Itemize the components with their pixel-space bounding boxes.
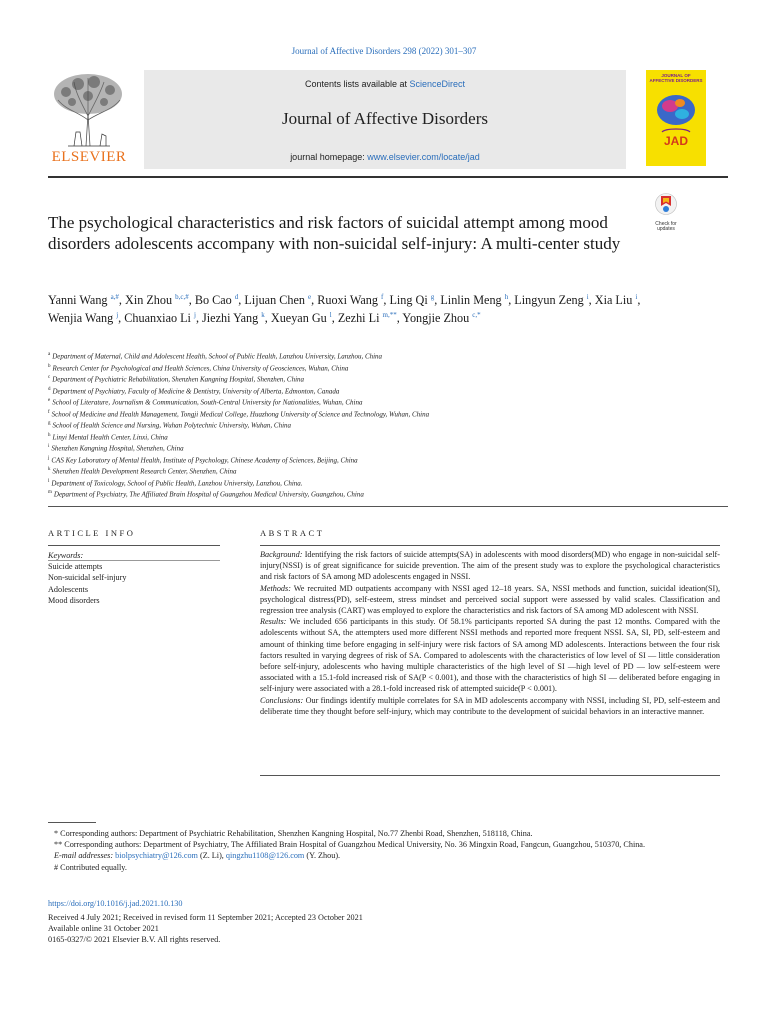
article-title: The psychological characteristics and risk factors of suicidal attempt among mood disorders adolescents accompany with non-suicidal self-injury: A multi-center study	[48, 213, 621, 253]
affiliation-mark: l	[48, 478, 50, 484]
copyright-line: 0165-0327/© 2021 Elsevier B.V. All rights reserved.	[48, 935, 221, 945]
publication-dates	[48, 912, 648, 946]
affiliation-text: CAS Key Laboratory of Mental Health, Institute of Psychology, Chinese Academy of Sciences, Beijing, China	[51, 456, 358, 465]
author-name: Chuanxiao Li	[124, 310, 191, 325]
keywords-divider	[48, 560, 220, 561]
masthead-divider	[48, 176, 728, 178]
affiliation-text: Shenzhen Kangning Hospital, Shenzhen, China	[51, 444, 184, 453]
affiliation-text: Department of Toxicology, School of Public Health, Lanzhou University, Lanzhou, China.	[51, 479, 303, 488]
sciencedirect-link[interactable]: ScienceDirect	[409, 79, 466, 89]
check-updates-label-1: Check for	[655, 221, 677, 227]
author-name: Jiezhi Yang	[202, 310, 259, 325]
abstract-section	[260, 616, 720, 694]
affiliation	[48, 442, 728, 454]
author-affiliation-mark: f	[381, 292, 384, 301]
footnote-divider	[48, 822, 96, 823]
abstract-heading: ABSTRACT	[260, 528, 325, 538]
affiliation	[48, 431, 728, 443]
affiliation-text: Department of Psychiatry, Faculty of Medicine & Dentistry, University of Alberta, Edmonton, Canada	[52, 386, 340, 395]
affiliation	[48, 465, 728, 477]
affiliation-mark: b	[48, 363, 51, 369]
author-affiliation-mark: j	[194, 310, 196, 319]
author-affiliation-mark: m,**	[382, 310, 397, 319]
author[interactable]	[440, 293, 508, 307]
affiliation-mark: d	[48, 386, 51, 392]
check-updates-label-2: updates	[657, 226, 675, 233]
homepage-line	[144, 152, 626, 162]
section-divider	[48, 506, 728, 507]
affiliation-mark: f	[48, 409, 50, 415]
masthead	[48, 70, 728, 170]
journal-banner	[144, 70, 626, 169]
journal-citation[interactable]: Journal of Affective Disorders 298 (2022) 301–307	[291, 46, 477, 56]
affiliation-text: School of Medicine and Health Management, Tongji Medical College, Huazhong University of Science and Technology, Wuhan, China	[51, 409, 430, 418]
author[interactable]	[271, 311, 332, 325]
abstract-section-label: Results:	[260, 617, 287, 627]
homepage-prefix: journal homepage:	[290, 152, 368, 162]
abstract-section	[260, 695, 720, 717]
keyword: Mood disorders	[48, 595, 100, 605]
author-affiliation-mark: b,c,#	[175, 292, 189, 301]
author-name: Lijuan Chen	[244, 293, 305, 307]
abstract-section-text: We recruited MD outpatients accompany with NSSI aged 12–18 years. SA, NSSI methods and function, suicidal ideation(SI), psychological distress(PD), self-esteem, stress mindset and perceived social support were assessed by valid scales. Classification and regression tree analysis (CART) was employed to explore the characteristics and risk factors of SA among MD adolescent with NSSI.	[260, 583, 720, 616]
footnote-emails	[48, 850, 720, 861]
author-name: Linlin Meng	[440, 293, 502, 307]
author[interactable]	[48, 293, 119, 307]
contents-prefix: Contents lists available at	[304, 79, 410, 89]
author-affiliation-mark: h	[504, 292, 509, 301]
affiliation-list	[48, 350, 728, 500]
affiliation-text: Linyi Mental Health Center, Linxi, China	[52, 433, 168, 442]
author-name: Wenjia Wang	[48, 310, 114, 325]
author[interactable]	[514, 293, 588, 307]
affiliation-text: Department of Psychiatric Rehabilitation, Shenzhen Kangning Hospital, Shenzhen, China	[52, 375, 305, 384]
keyword: Non-suicidal self-injury	[48, 573, 127, 583]
abstract-body	[260, 549, 720, 717]
affiliation	[48, 373, 728, 385]
affiliation	[48, 396, 728, 408]
author-affiliation-mark: k	[261, 310, 265, 319]
author-name: Lingyun Zeng	[514, 293, 584, 307]
author-affiliation-mark: a,#	[110, 292, 119, 301]
affiliation	[48, 477, 728, 489]
affiliation-text: Shenzhen Health Development Research Center, Shenzhen, China	[52, 467, 237, 476]
affiliation-mark: j	[48, 455, 50, 461]
author-name: Yongjie Zhou	[402, 310, 470, 325]
footnote-corresponding-2: ** Corresponding authors: Department of Psychiatry, The Affiliated Brain Hospital of Guangzhou Medical University, No. 36 Mingxin Road, Fangcun, Guangzhou, 510370, China.	[54, 840, 645, 850]
affiliation-mark: c	[48, 375, 51, 381]
contents-line	[144, 79, 626, 89]
abstract-section-label: Background:	[260, 550, 303, 559]
check-updates-icon	[655, 192, 677, 216]
cover-title: JOURNAL OF AFFECTIVE DISORDERS	[649, 73, 703, 83]
journal-cover[interactable]	[646, 70, 706, 166]
author[interactable]	[338, 311, 397, 325]
affiliation-mark: m	[48, 490, 52, 496]
check-for-updates-button[interactable]	[648, 192, 684, 232]
author[interactable]	[125, 293, 189, 307]
email-link-li[interactable]: biolpsychiatry@126.com	[115, 851, 198, 861]
author[interactable]	[202, 311, 265, 325]
email-link-zhou[interactable]: qingzhu1108@126.com	[225, 851, 305, 861]
affiliation-mark: e	[48, 398, 51, 404]
author[interactable]	[244, 293, 311, 307]
abstract-section-text: We included 656 participants in this study. Of 58.1% participants reported SA during the past 12 months. Compared with the adolescents without SA, the attempters used more different NSSI methods and reported more frequent NSSI. SA, SI, PD, self-esteem and amount of thinking time before engaging in self-injury were risk factors of SA among MD adolescents. Interactions between the four risk factors resulted in varying degrees of risk of SA. Compared to adolescents with the characteristics of low level of SI — little consideration before self-injury, adolescents who having multiple characteristics of the high level of SI —high level of PD — low self-esteem were associated with a 15.1-fold increased risk of SA(P < 0.001), and those with the characteristics of high SI — deliberated before engaging in self-injury were associated with a 28.1-fold increased risk of attempted suicide(P < 0.001).	[260, 617, 720, 694]
journal-title: Journal of Affective Disorders	[282, 109, 488, 128]
author[interactable]	[48, 311, 118, 325]
elsevier-tree-icon	[48, 70, 130, 148]
author-name: Zezhi Li	[337, 310, 380, 325]
author-affiliation-mark: i	[635, 292, 638, 301]
doi-link[interactable]: https://doi.org/10.1016/j.jad.2021.10.130	[48, 899, 183, 908]
affiliation-mark: g	[48, 421, 51, 427]
abstract-section-label: Methods:	[260, 583, 291, 593]
affiliation	[48, 385, 728, 397]
keywords-label: Keywords:	[48, 551, 84, 560]
abstract-section	[260, 549, 720, 583]
author-affiliation-mark: j	[116, 310, 119, 319]
author-affiliation-mark: g	[430, 292, 435, 301]
affiliation-mark: a	[48, 352, 51, 357]
author-name: Ruoxi Wang	[317, 293, 378, 307]
article-info-heading: ARTICLE INFO	[48, 528, 136, 538]
author-affiliation-mark: l	[329, 310, 332, 319]
cover-brain-icon	[646, 70, 706, 166]
affiliation-text: School of Literature, Journalism & Communication, South-Central University for Nationalities, Wuhan, China	[52, 398, 363, 407]
author-name: Bo Cao	[194, 293, 232, 307]
abstract-section-label: Conclusions:	[260, 695, 304, 705]
author-name: Xueyan Gu	[270, 310, 327, 325]
author-name: Xin Zhou	[125, 293, 173, 307]
abstract-section-text: Our findings identify multiple correlates for SA in MD adolescents accompany with NSSI, including SI, PD, self-esteem and deliberate time they thought before self-injury, which may contribute to the development of suicidal behaviors in an interactive manner.	[260, 695, 720, 716]
affiliation-text: School of Health Science and Nursing, Wuhan Polytechnic University, Wuhan, China	[52, 421, 292, 430]
affiliation	[48, 350, 728, 362]
affiliation-text: Department of Psychiatry, The Affiliated Brain Hospital of Guangzhou Medical University, Guangzhou, China	[53, 490, 364, 499]
email-owner-zhou: (Y. Zhou).	[304, 851, 341, 861]
affiliation	[48, 408, 728, 420]
abstract-section	[260, 583, 720, 617]
affiliation-text: Department of Maternal, Child and Adolescent Health, School of Public Health, Lanzhou University, Lanzhou, China	[52, 352, 383, 361]
journal-homepage-link[interactable]: www.elsevier.com/locate/jad	[367, 152, 480, 162]
author[interactable]	[389, 293, 434, 307]
article-info-divider	[48, 545, 220, 546]
author-name: Ling Qi	[389, 293, 428, 307]
email-label: E-mail addresses:	[54, 851, 114, 861]
abstract-section-text: Identifying the risk factors of suicide attempts(SA) in adolescents with mood disorders(MD) who engage in non-suicidal self-injury(NSSI) is of great significance for suicide prevention. The aim of the present study was to explore the psychological characteristics and risk factors of SA among MD adolescents engaged in NSSI.	[260, 550, 720, 582]
author-name: Xia Liu	[594, 293, 633, 307]
keywords-block	[48, 550, 220, 606]
cover-jad-text: JAD	[663, 134, 688, 148]
author[interactable]	[402, 311, 480, 325]
online-date: Available online 31 October 2021	[48, 924, 159, 934]
affiliation-mark: i	[48, 444, 50, 450]
received-dates: Received 4 July 2021; Received in revised form 11 September 2021; Accepted 23 October 2021	[48, 913, 363, 922]
affiliation	[48, 488, 728, 500]
author[interactable]	[195, 293, 238, 307]
author[interactable]	[595, 293, 638, 307]
author-affiliation-mark: i	[586, 292, 589, 301]
affiliation	[48, 454, 728, 466]
affiliation-mark: k	[48, 467, 51, 473]
affiliation	[48, 362, 728, 374]
elsevier-wordmark: ELSEVIER	[51, 149, 127, 165]
email-owner-li: (Z. Li),	[197, 851, 226, 861]
author-affiliation-mark: e	[308, 292, 312, 301]
affiliation	[48, 419, 728, 431]
author-name: Yanni Wang	[48, 293, 108, 307]
author-list: Yanni Wang $^{a,\#}$, Xin Zhou $^{b,c,\#}$, Bo Cao $^d$, Lijuan Chen $^e$, Ruoxi Wang $^f$, Ling Qi $^g$, Linlin Meng $^h$, Lingyun Zeng $^i$, Xia Liu $^i$, Wenjia Wang $^j$, Chuanxiao Li $^j$, Jiezhi Yang $^k$, Xueyan Gu $^l$, Zezhi Li $^{m,**}$, Yongjie Zhou $^{c,*}$	[48, 292, 641, 325]
author[interactable]	[317, 293, 383, 307]
footnote-corresponding-1: * Corresponding authors: Department of Psychiatric Rehabilitation, Shenzhen Kangning Hospital, No.77 Zhenbi Road, Shenzhen, 518118, China.	[54, 829, 533, 838]
author-affiliation-mark: c,*	[472, 310, 481, 319]
affiliation-text: Research Center for Psychological and Health Sciences, China University of Geosciences, Wuhan, China	[52, 363, 349, 372]
abstract-divider	[260, 545, 720, 546]
author-affiliation-mark: d	[234, 292, 239, 301]
affiliation-mark: h	[48, 432, 51, 438]
keyword: Suicide attempts	[48, 562, 103, 572]
footnote-equal-contribution: # Contributed equally.	[54, 862, 127, 872]
footnotes	[48, 828, 720, 873]
abstract-end-divider	[260, 775, 720, 776]
author[interactable]	[124, 311, 196, 325]
elsevier-logo	[48, 70, 142, 170]
keyword: Adolescents	[48, 584, 89, 594]
